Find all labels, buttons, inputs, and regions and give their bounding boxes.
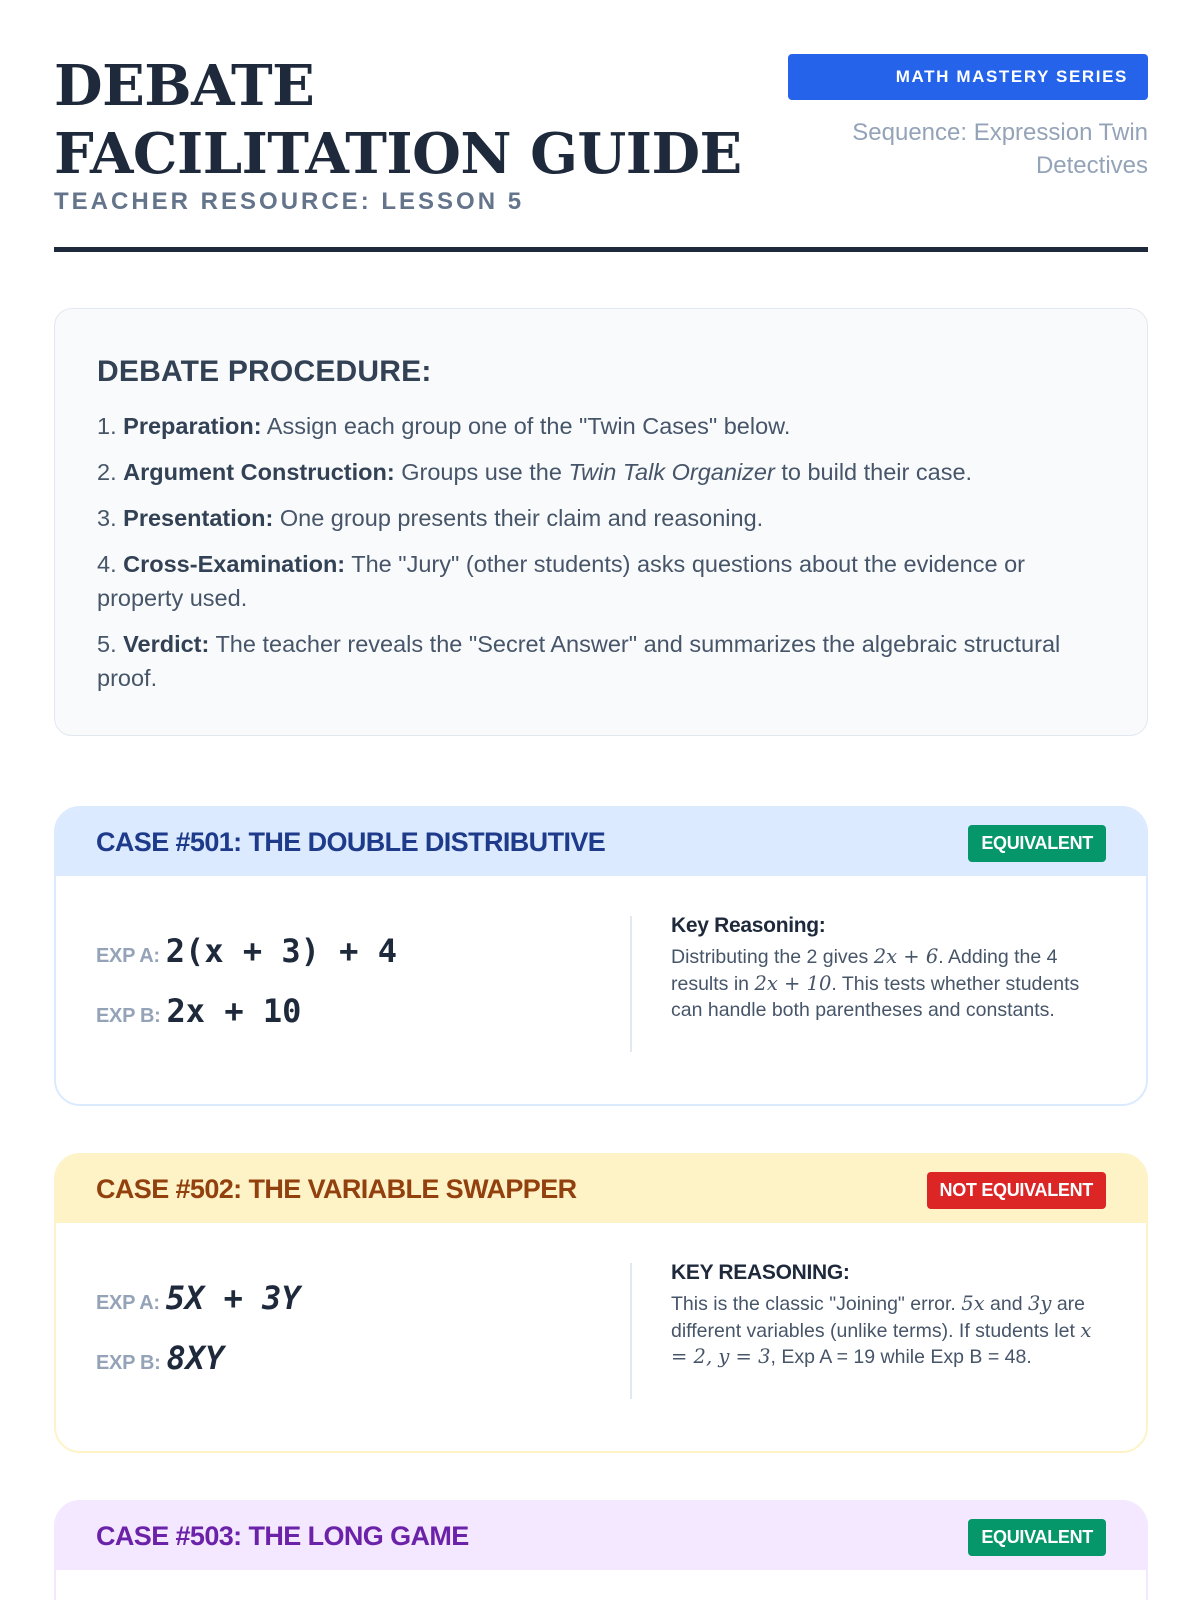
reasoning-text: . Adding the 4 results in (671, 946, 1058, 995)
expression-a-value: 2(x + 3) + 4 (165, 932, 397, 970)
procedure-heading: DEBATE PROCEDURE: (97, 355, 432, 388)
step-number: 2. (97, 459, 117, 485)
step-number: 4. (97, 551, 117, 577)
step-text: Assign each group one of the "Twin Cases" below. (261, 413, 791, 439)
expression-b-label: EXP B: (96, 1352, 161, 1374)
case-title: CASE #501: THE DOUBLE DISTRIBUTIVE (96, 827, 606, 857)
debate-procedure-panel (54, 308, 1148, 736)
header-divider (54, 247, 1148, 252)
organizer-name: Twin Talk Organizer (568, 459, 775, 485)
expression-b-value: 2x + 10 (166, 992, 302, 1030)
reasoning-text: are different variables (unlike terms). If students let (671, 1293, 1086, 1342)
procedure-step-1 (97, 409, 1107, 443)
case-card-501 (54, 806, 1148, 1106)
step-title: Cross-Examination: (123, 551, 346, 577)
expression-b-label: EXP B: (96, 1005, 161, 1027)
case-card-503 (54, 1500, 1148, 1600)
procedure-step-5 (97, 627, 1107, 695)
procedure-step-4 (97, 547, 1107, 615)
procedure-step-3 (97, 501, 1107, 535)
expression-a (96, 1279, 301, 1317)
math-expression: 3y (1027, 1292, 1052, 1315)
expression-b-value: 8XY (166, 1339, 225, 1377)
step-text: The teacher reveals the "Secret Answer" and summarizes the algebraic structural proof. (97, 631, 1061, 691)
reasoning-text: and (984, 1293, 1028, 1315)
step-text: The "Jury" (other students) asks questions about the evidence or property used. (97, 551, 1025, 611)
math-expression: x = 2, y = 3 (671, 1318, 1092, 1368)
step-title: Preparation: (123, 413, 262, 439)
expression-b (96, 1339, 224, 1377)
math-expression: 2x + 10 (754, 971, 832, 995)
case-body (56, 1223, 1146, 1453)
expression-a (96, 932, 397, 970)
key-reasoning-heading: Key Reasoning: (671, 914, 826, 937)
procedure-steps (97, 409, 1107, 695)
case-card-502 (54, 1153, 1148, 1453)
reasoning-text: . This tests whether students can handle both parentheses and constants. (671, 972, 1080, 1021)
sequence-label: Sequence: Expression Twin Detectives (852, 119, 1148, 179)
step-title: Presentation: (123, 505, 274, 531)
page-subtitle: TEACHER RESOURCE: LESSON 5 (54, 188, 525, 215)
expression-a-label: EXP A: (96, 945, 160, 967)
case-title: CASE #502: THE VARIABLE SWAPPER (96, 1174, 577, 1204)
math-expression: 2x + 6 (873, 945, 939, 968)
step-title: Verdict: (123, 631, 210, 657)
step-title: Argument Construction: (123, 459, 395, 485)
case-header (56, 1155, 1146, 1223)
expression-a-value: 5X + 3Y (165, 1279, 301, 1317)
step-number: 3. (97, 505, 117, 531)
series-badge: MATH MASTERY SERIES (788, 54, 1148, 100)
reasoning-text: Distributing the 2 gives (671, 946, 874, 968)
reasoning-text: , Exp A = 19 while Exp B = 48. (770, 1346, 1032, 1368)
page-header (54, 52, 1148, 254)
step-text: One group presents their claim and reasoning. (273, 505, 764, 531)
case-header (56, 808, 1146, 876)
verdict-badge: EQUIVALENT (968, 825, 1106, 862)
step-text: Groups use the (394, 459, 569, 485)
key-reasoning-heading: KEY REASONING: (671, 1261, 850, 1284)
verdict-badge: EQUIVALENT (968, 1519, 1106, 1556)
step-text: to build their case. (774, 459, 973, 485)
expression-b (96, 992, 301, 1030)
key-reasoning-text (671, 944, 1111, 1024)
reasoning-text: This is the classic "Joining" error. (671, 1293, 962, 1315)
math-expression: 5x (961, 1292, 985, 1315)
case-header (56, 1502, 1146, 1570)
case-divider (630, 916, 632, 1052)
verdict-badge: NOT EQUIVALENT (927, 1172, 1106, 1209)
key-reasoning-text (671, 1291, 1111, 1371)
expression-a-label: EXP A: (96, 1292, 160, 1314)
key-reasoning (671, 914, 1111, 1024)
case-divider (630, 1263, 632, 1399)
step-number: 1. (97, 413, 117, 439)
key-reasoning (671, 1261, 1111, 1371)
procedure-step-2 (97, 455, 1107, 489)
case-title: CASE #503: THE LONG GAME (96, 1521, 469, 1551)
step-number: 5. (97, 631, 117, 657)
page-title: DEBATE FACILITATION GUIDE (54, 53, 742, 187)
case-body (56, 876, 1146, 1106)
